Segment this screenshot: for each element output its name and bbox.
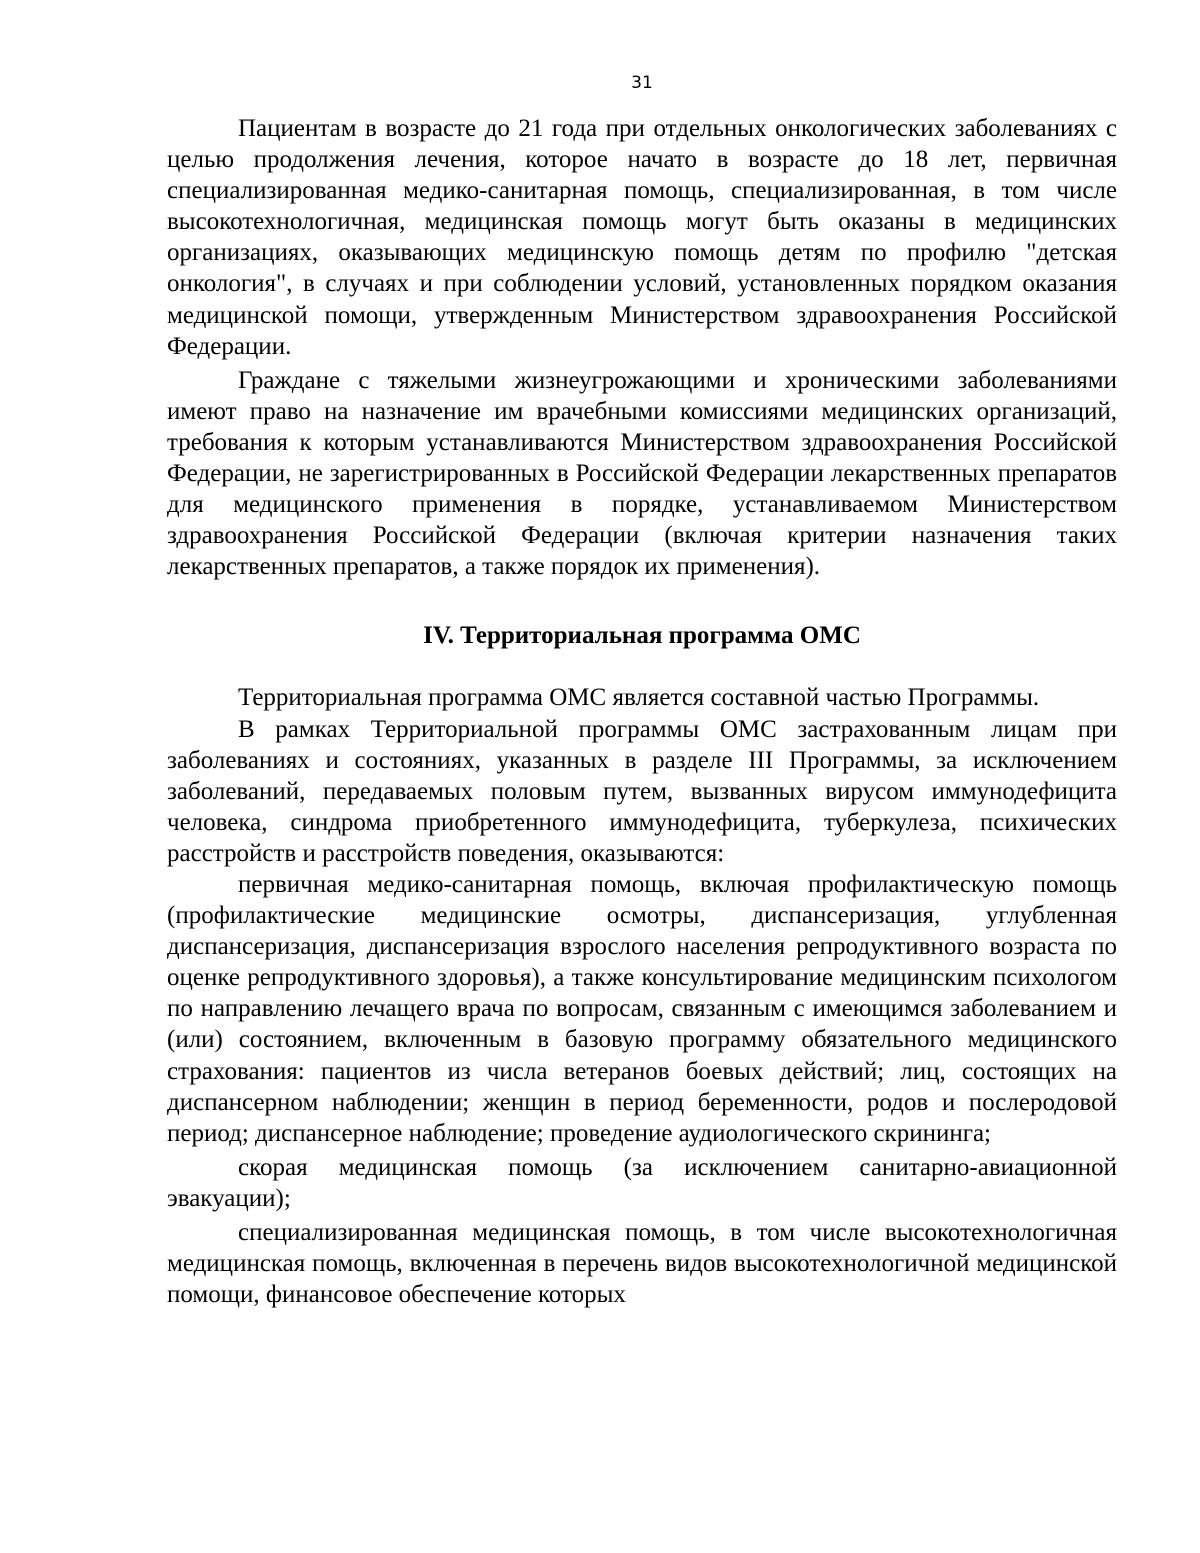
section-heading: IV. Территориальная программа ОМС bbox=[423, 622, 861, 650]
page-number: 31 bbox=[631, 73, 653, 93]
paragraph-program-part: Территориальная программа ОМС является составной частью Программы. bbox=[238, 684, 1040, 712]
paragraph-insured-persons: В рамках Территориальной программы ОМС застрахованным лицам при заболеваниях и состояниях, указанных в разделе III Программы, за исключением заболеваний, передаваемых половым путем, вызванных вирусом иммунодефицита человека, синдрома приобретенного иммунодефицита, туберкулеза, психических расстройств и расстройств поведения, оказываются: bbox=[167, 715, 1117, 867]
paragraph-unregistered-drugs: Граждане с тяжелыми жизнеугрожающими и хроническими заболеваниями имеют право на назначение им врачебными комиссиями медицинских организаций, требования к которым устанавливаются Министерством здравоохранения Российской Федерации, не зарегистрированных в Российской Федерации лекарственных препаратов для медицинского применения в порядке, устанавливаемом Министерством здравоохранения Российской Федерации (включая критерии назначения таких лекарственных препаратов, а также порядок их применения). bbox=[167, 366, 1117, 581]
paragraph-specialized-care: специализированная медицинская помощь, в том числе высокотехнологичная медицинская помощь, включенная в перечень видов высокотехнологичной медицинской помощи, финансовое обеспечение которых bbox=[167, 1219, 1117, 1309]
paragraph-young-oncology-patients: Пациентам в возрасте до 21 года при отдельных онкологических заболеваниях с целью продолжения лечения, которое начато в возрасте до 18 лет, первичная специализированная медико-санитарная помощь, специализированная, в том числе высокотехнологичная, медицинская помощь могут быть оказаны в медицинских организациях, оказывающих медицинскую помощь детям по профилю "детская онкология", в случаях и при соблюдении условий, установленных порядком оказания медицинской помощи, утвержденным Министерством здравоохранения Российской Федерации. bbox=[167, 115, 1117, 360]
paragraph-emergency-care: скорая медицинская помощь (за исключением санитарно-авиационной эвакуации); bbox=[167, 1153, 1117, 1212]
paragraph-primary-care: первичная медико-санитарная помощь, включая профилактическую помощь (профилактические медицинские осмотры, диспансеризация, углубленная диспансеризация, диспансеризация взрослого населения репродуктивного возраста по оценке репродуктивного здоровья), а также консультирование медицинским психологом по направлению лечащего врача по вопросам, связанным с имеющимся заболеванием и (или) состоянием, включенным в базовую программу обязательного медицинского страхования: пациентов из числа ветеранов боевых действий; лиц, состоящих на диспансерном наблюдении; женщин в период беременности, родов и послеродовой период; диспансерное наблюдение; проведение аудиологического скрининга; bbox=[167, 870, 1117, 1147]
document-body bbox=[167, 113, 1117, 1310]
